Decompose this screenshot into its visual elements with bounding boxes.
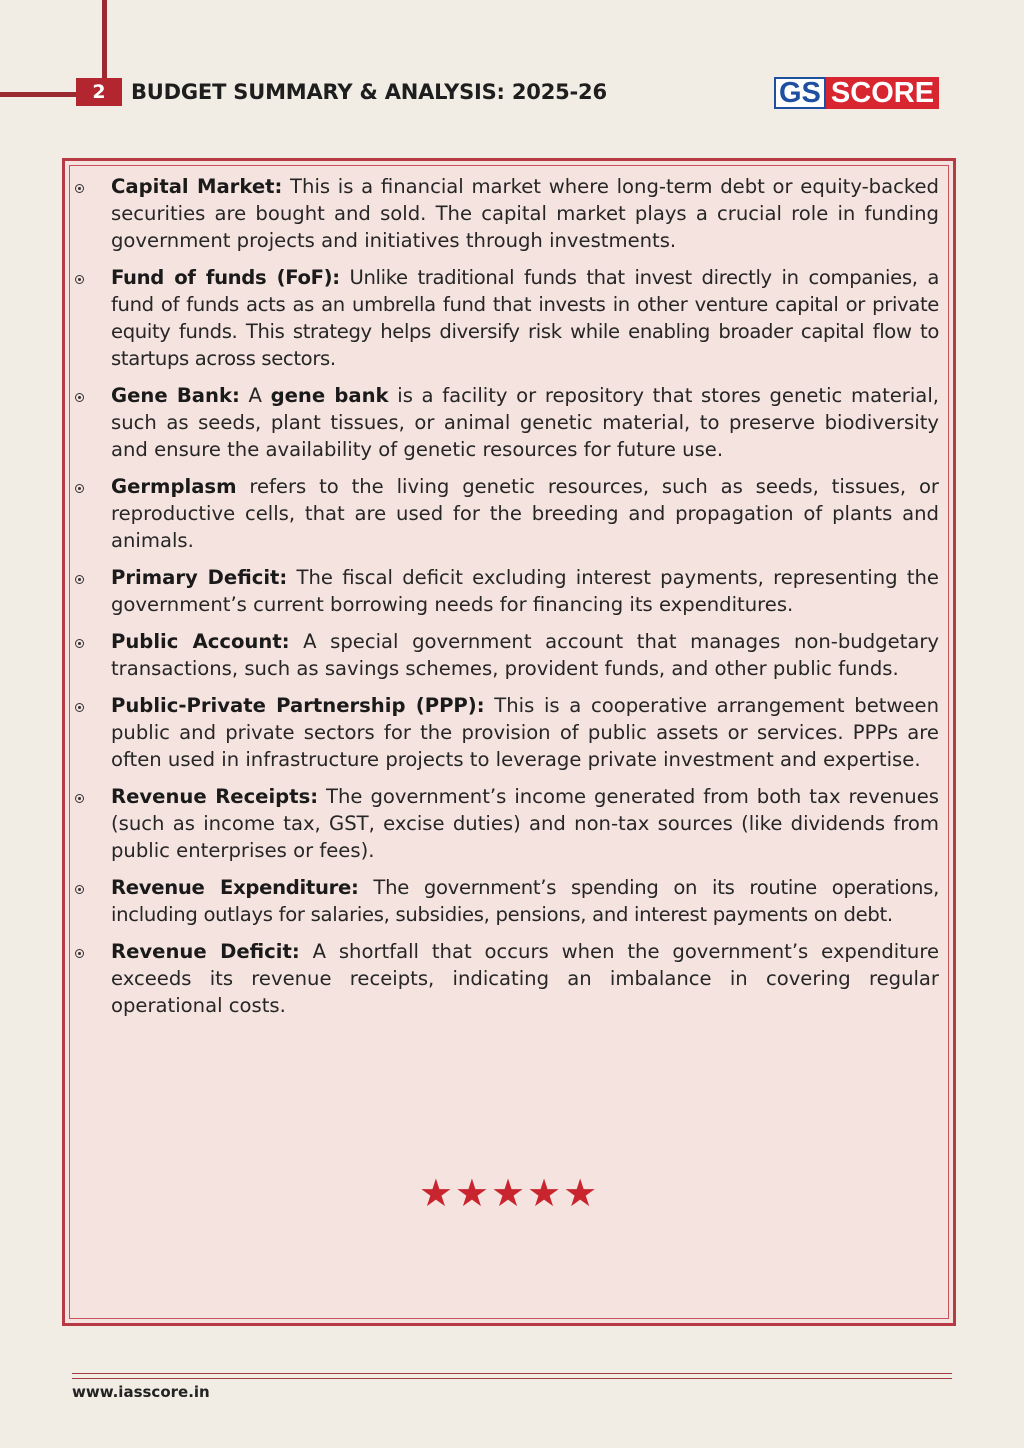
star-divider-icon: ★★★★★	[418, 1171, 600, 1215]
glossary-definition: This is a cooperative arrangement between public and private sectors for the provision of public assets or services. PPPs are often used in infrastructure projects to leverage private investment and expertise.	[111, 694, 940, 771]
glossary-item-germplasm	[65, 473, 953, 554]
bullet-icon	[75, 575, 84, 584]
glossary-term: Revenue Receipts:	[111, 785, 319, 808]
glossary-definition-prefix: A	[239, 384, 271, 407]
glossary-box	[62, 158, 956, 1326]
bullet-icon	[75, 703, 84, 712]
logo-score: SCORE	[826, 77, 939, 109]
glossary-list	[65, 173, 953, 1029]
glossary-item-ppp	[65, 692, 953, 773]
glossary-definition: The government’s spending on its routine operations, including outlays for salaries, subsidies, pensions, and interest payments on debt.	[111, 876, 940, 926]
glossary-item-public-account	[65, 628, 953, 682]
glossary-term: Germplasm	[111, 475, 237, 498]
glossary-definition: The fiscal deficit excluding interest payments, representing the government’s current borrowing needs for financing its expenditures.	[111, 566, 939, 616]
bullet-icon	[75, 949, 84, 958]
glossary-item-revenue-expenditure	[65, 874, 953, 928]
glossary-item-revenue-deficit	[65, 938, 953, 1019]
glossary-item-fund-of-funds	[65, 264, 953, 372]
bullet-icon	[75, 275, 84, 284]
glossary-term: Fund of funds (FoF):	[111, 266, 340, 289]
bullet-icon	[75, 484, 84, 493]
page-title: BUDGET SUMMARY & ANALYSIS: 2025-26	[131, 80, 607, 104]
glossary-item-revenue-receipts	[65, 783, 953, 864]
glossary-term: Capital Market:	[111, 175, 283, 198]
glossary-term: Public Account:	[111, 630, 290, 653]
glossary-item-primary-deficit	[65, 564, 953, 618]
page-number-badge: 2	[76, 78, 122, 106]
glossary-item-capital-market	[65, 173, 953, 254]
footer-rule	[72, 1373, 952, 1379]
glossary-definition: This is a financial market where long-term debt or equity-backed securities are bought and sold. The capital market plays a crucial role in funding government projects and initiatives through investments.	[111, 175, 939, 252]
glossary-term: Revenue Deficit:	[111, 940, 300, 963]
header-horizontal-rule	[0, 92, 80, 97]
glossary-emphasis: gene bank	[270, 384, 389, 407]
glossary-item-gene-bank	[65, 382, 953, 463]
bullet-icon	[75, 639, 84, 648]
bullet-icon	[75, 393, 84, 402]
gsscore-logo	[774, 77, 939, 109]
logo-gs: GS	[774, 77, 826, 109]
glossary-definition: refers to the living genetic resources, such as seeds, tissues, or reproductive cells, that are used for the breeding and propagation of plants and animals.	[111, 475, 939, 552]
glossary-definition: A shortfall that occurs when the government’s expenditure exceeds its revenue receipts, indicating an imbalance in covering regular operational costs.	[111, 940, 940, 1017]
bullet-icon	[75, 184, 84, 193]
bullet-icon	[75, 794, 84, 803]
glossary-definition: The government’s income generated from both tax revenues (such as income tax, GST, excise duties) and non-tax sources (like dividends from public enterprises or fees).	[111, 785, 939, 862]
bullet-icon	[75, 885, 84, 894]
glossary-definition: A special government account that manages non-budgetary transactions, such as savings schemes, provident funds, and other public funds.	[111, 630, 939, 680]
glossary-definition: is a facility or repository that stores genetic material, such as seeds, plant tissues, or animal genetic material, to preserve biodiversity and ensure the availability of genetic resources for future use.	[111, 384, 939, 461]
glossary-term: Gene Bank:	[111, 384, 240, 407]
footer-website-link[interactable]: www.iasscore.in	[72, 1383, 210, 1401]
glossary-definition: Unlike traditional funds that invest directly in companies, a fund of funds acts as an umbrella fund that invests in other venture capital or private equity funds. This strategy helps diversify risk while enabling broader capital flow to startups across sectors.	[111, 266, 940, 370]
glossary-term: Public-Private Partnership (PPP):	[111, 694, 485, 717]
glossary-term: Revenue Expenditure:	[111, 876, 359, 899]
glossary-term: Primary Deficit:	[111, 566, 288, 589]
